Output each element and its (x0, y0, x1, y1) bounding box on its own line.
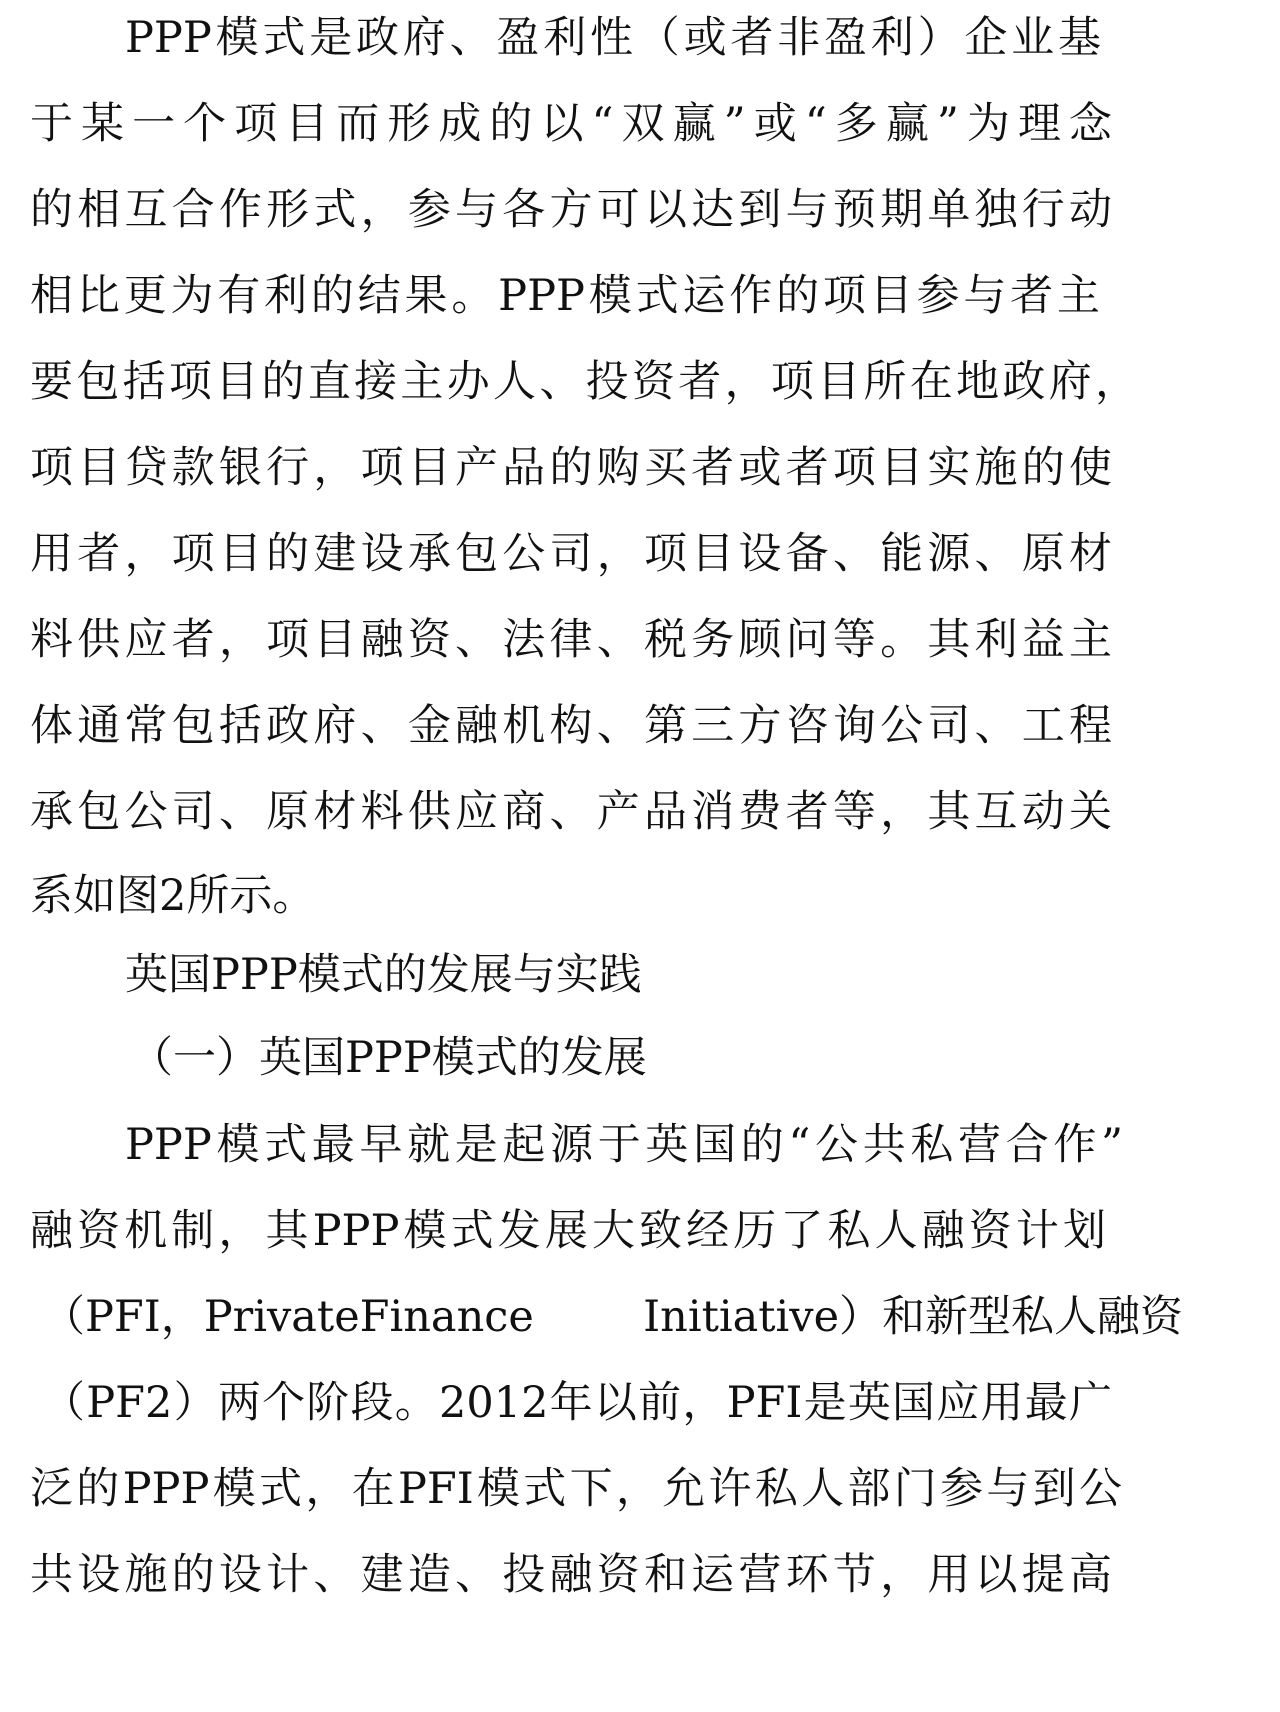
paragraph-line: 体通常包括政府、金融机构、第三方咨询公司、工程 (30, 701, 1112, 751)
paragraph-line: 项目贷款银行，项目产品的购买者或者项目实施的使 (30, 443, 1112, 493)
paragraph-line: 融资机制，其PPP模式发展大致经历了私人融资计划 (30, 1206, 1106, 1256)
paragraph-line: 用者，项目的建设承包公司，项目设备、能源、原材 (30, 529, 1112, 579)
paragraph-line: 于某一个项目而形成的以“双赢”或“多赢”为理念 (30, 99, 1112, 149)
paragraph-line: 共设施的设计、建造、投融资和运营环节，用以提高 (30, 1550, 1112, 1600)
paragraph-line: （PF2）两个阶段。2012年以前，PFI是英国应用最广 (42, 1378, 1112, 1428)
paragraph-line: （PFI，PrivateFinance Initiative）和新型私人融资 (42, 1292, 1184, 1342)
subsection-heading: （一）英国PPP模式的发展 (130, 1033, 647, 1083)
paragraph-line: 的相互合作形式，参与各方可以达到与预期单独行动 (30, 185, 1112, 235)
section-heading: 英国PPP模式的发展与实践 (125, 950, 642, 1000)
paragraph-line: 相比更为有利的结果。PPP模式运作的项目参与者主 (30, 271, 1100, 321)
paragraph-line: 承包公司、原材料供应商、产品消费者等，其互动关 (30, 787, 1112, 837)
paragraph-line: 料供应者，项目融资、法律、税务顾问等。其利益主 (30, 615, 1112, 665)
paragraph-line: PPP模式是政府、盈利性（或者非盈利）企业基 (125, 13, 1101, 63)
paragraph-line: 泛的PPP模式，在PFI模式下，允许私人部门参与到公 (30, 1464, 1122, 1514)
paragraph-line: PPP模式最早就是起源于英国的“公共私营合作” (125, 1120, 1123, 1170)
paragraph-line: 要包括项目的直接主办人、投资者，项目所在地政府， (30, 357, 1138, 407)
paragraph-line: 系如图2所示。 (30, 871, 316, 921)
